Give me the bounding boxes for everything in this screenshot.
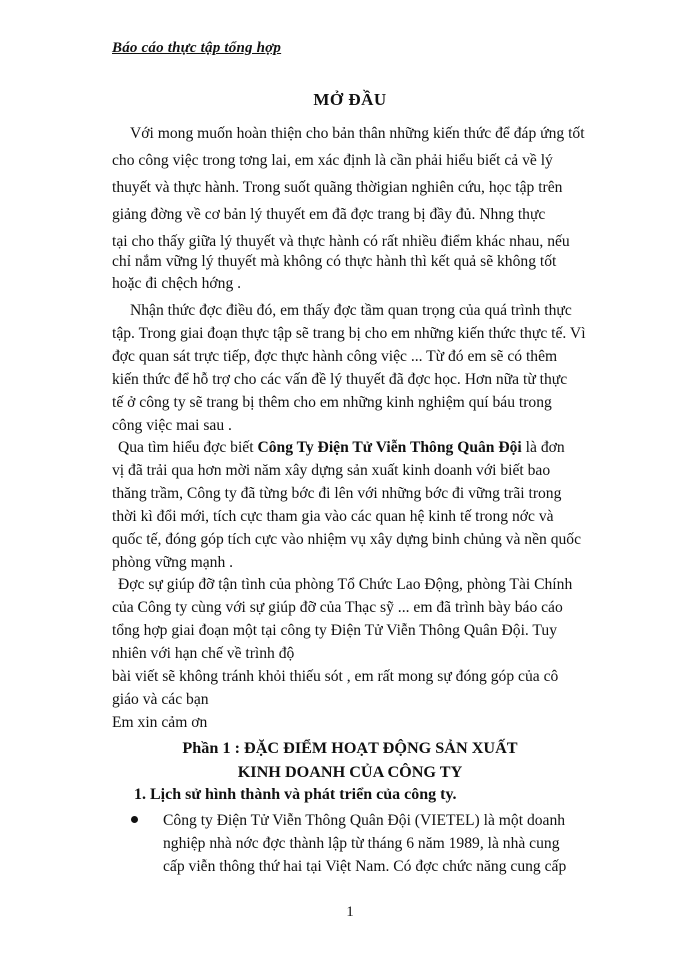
text-line: bài viết sẽ không tránh khỏi thiếu sót , em rất mong sự đóng góp của cô [112, 668, 559, 685]
text-line: đợc quan sát trực tiếp, đợc thực hành công việc ... Từ đó em sẽ có thêm [112, 348, 558, 365]
text-line: giảng đờng về cơ bản lý thuyết em đã đợc trang bị đầy đủ. Nhng thực [112, 206, 546, 223]
text-line: tổng hợp giai đoạn một tại công ty Điện Tử Viễn Thông Quân Đội. Tuy [112, 622, 558, 639]
part-heading-line: Phần 1 : ĐẶC ĐIỂM HOẠT ĐỘNG SẢN XUẤT [182, 739, 518, 757]
text-line: quốc tế, đóng góp tích cực vào nhiệm vụ xây dựng binh chủng và nền quốc [112, 531, 582, 548]
text-line [118, 440, 565, 456]
text-line: của Công ty cùng với sự giúp đỡ của Thạc sỹ ... em đã trình bày báo cáo [112, 599, 563, 616]
text-line: tại cho thấy giữa lý thuyết và thực hành có rất nhiều điểm khác nhau, nếu [112, 233, 570, 250]
running-header: Báo cáo thực tập tổng hợp [112, 40, 282, 56]
section-heading: 1. Lịch sử hình thành và phát triển của công ty. [134, 786, 457, 803]
text-line: Đợc sự giúp đỡ tận tình của phòng Tổ Chức Lao Động, phòng Tài Chính [118, 576, 573, 593]
text-line: hoặc đi chệch hớng . [112, 275, 242, 292]
text-line: Công ty Điện Tử Viễn Thông Quân Đội (VIETEL) là một doanh [163, 812, 566, 829]
part-heading-line: KINH DOANH CỦA CÔNG TY [237, 763, 463, 781]
text-line: kiến thức để hỗ trợ cho các vấn đề lý thuyết đã đợc học. Hơn nữa từ thực [112, 371, 568, 388]
text-line: nhiên với hạn chế về trình độ [112, 645, 295, 662]
text-line: tập. Trong giai đoạn thực tập sẽ trang bị cho em những kiến thức thực tế. Vì [112, 325, 586, 342]
company-name: Công Ty Điện Tử Viễn Thông Quân Đội [257, 439, 522, 456]
text-line: Nhận thức đợc điều đó, em thấy đợc tầm quan trọng của quá trình thực [130, 302, 572, 319]
text-line: vị đã trải qua hơn mời năm xây dựng sản xuất kinh doanh với biết bao [112, 462, 551, 479]
text-line: thăng trầm, Công ty đã từng bớc đi lên với những bớc đi vững trãi trong [112, 485, 562, 502]
bullet-icon [131, 816, 138, 823]
text-line: cho công việc trong tơng lai, em xác định là cần phải hiểu biết cả về lý [112, 152, 553, 169]
text-line: thuyết và thực hành. Trong suốt quãng thờigian nghiên cứu, học tập trên [112, 179, 563, 196]
text-line: Với mong muốn hoàn thiện cho bản thân những kiến thức để đáp ứng tốt [130, 125, 585, 142]
page-number: 1 [346, 904, 354, 920]
text-line: thời kì đổi mới, tích cực tham gia vào các quan hệ kinh tế trong nớc và [112, 508, 554, 525]
text-line: phòng vững mạnh . [112, 554, 234, 571]
text-line: giáo và các bạn [112, 691, 209, 708]
text-line: Em xin cảm ơn [112, 714, 208, 731]
text-line: chỉ nắm vững lý thuyết mà không có thực hành thì kết quả sẽ không tốt [112, 253, 557, 270]
text-run: là đơn [521, 439, 565, 456]
text-line: tế ở công ty sẽ trang bị thêm cho em những kinh nghiệm quí báu trong [112, 394, 552, 411]
text-line: nghiệp nhà nớc đợc thành lập từ tháng 6 năm 1989, là nhà cung [163, 835, 560, 852]
text-line: công việc mai sau . [112, 417, 232, 434]
text-run: Qua tìm hiểu đợc biết [118, 439, 258, 456]
text-line: cấp viễn thông thứ hai tại Việt Nam. Có đợc chức năng cung cấp [163, 858, 567, 875]
section-title: MỞ ĐẦU [313, 90, 387, 109]
